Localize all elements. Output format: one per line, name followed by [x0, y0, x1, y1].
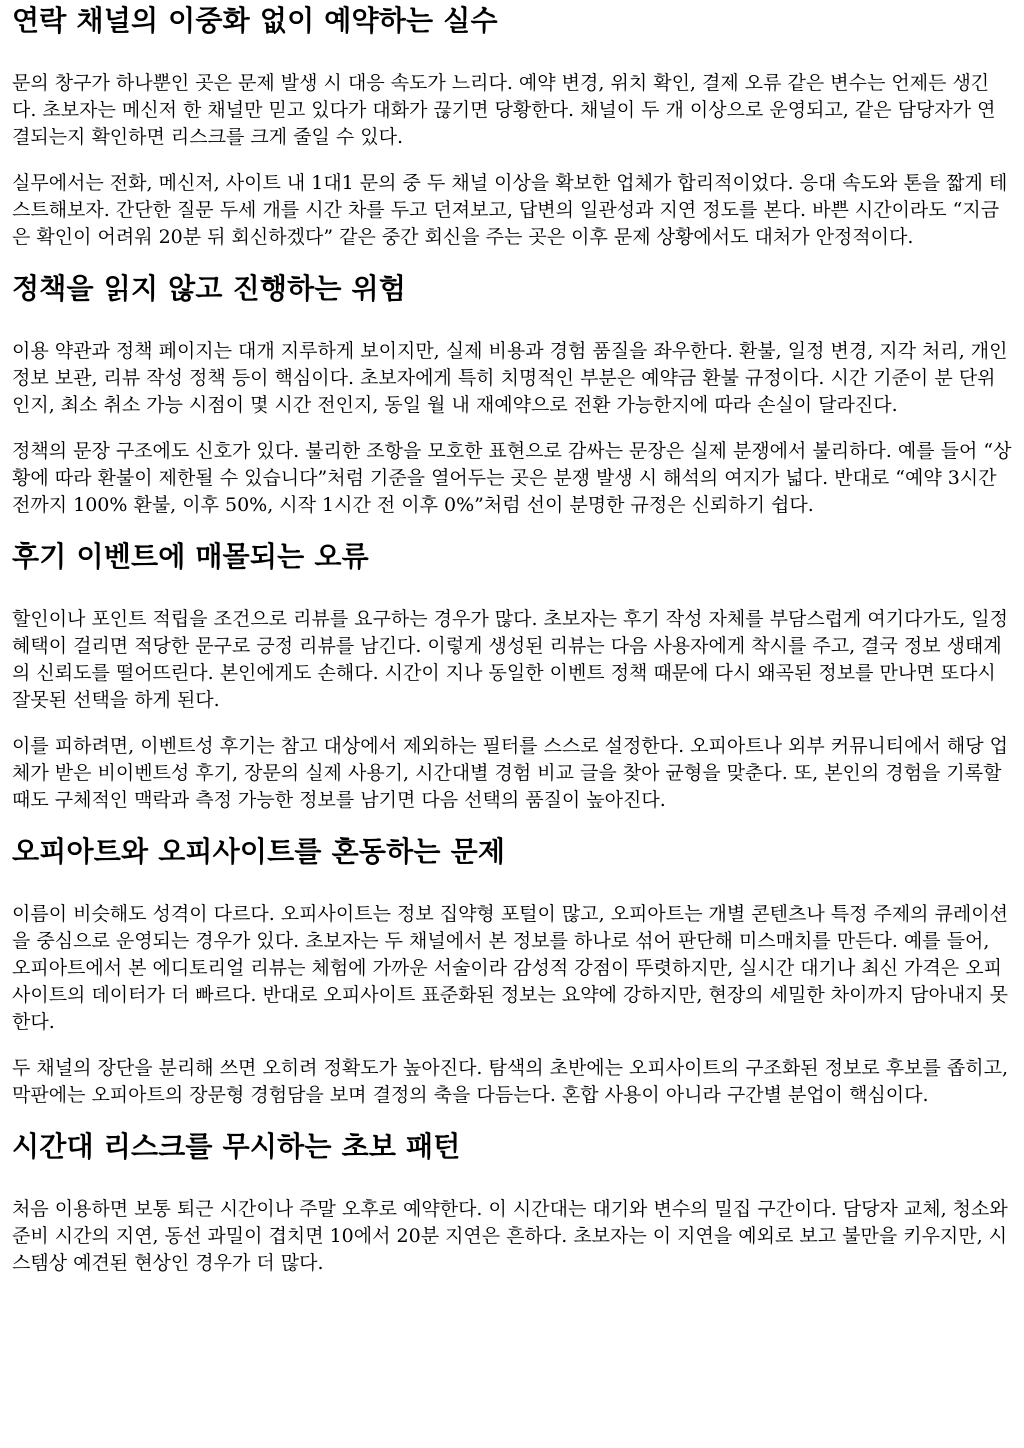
section-policy-risk: [12, 270, 1012, 519]
paragraph: 문의 창구가 하나뿐인 곳은 문제 발생 시 대응 속도가 느리다. 예약 변경, 위치 확인, 결제 오류 같은 변수는 언제든 생긴다. 초보자는 메신저 한 채널만 믿고 있다가 대화가 끊기면 당황한다. 채널이 두 개 이상으로 운영되고, 같은 담당자가 연결되는지 확인하면 리스크를 크게 줄일 수 있다.: [12, 72, 996, 148]
paragraph: 처음 이용하면 보통 퇴근 시간이나 주말 오후로 예약한다. 이 시간대는 대기와 변수의 밀집 구간이다. 담당자 교체, 청소와 준비 시간의 지연, 동선 과밀이 겹치면 10에서 20분 지연은 흔하다. 초보자는 이 지연을 예외로 보고 불만을 키우지만, 시스템상 예견된 현상인 경우가 더 많다.: [12, 1198, 1008, 1274]
paragraph: 이용 약관과 정책 페이지는 대개 지루하게 보이지만, 실제 비용과 경험 품질을 좌우한다. 환불, 일정 변경, 지각 처리, 개인 정보 보관, 리뷰 작성 정책 등이 핵심이다. 초보자에게 특히 치명적인 부분은 예약금 환불 규정이다. 시간 기준이 분 단위인지, 최소 취소 가능 시점이 몇 시간 전인지, 동일 월 내 재예약으로 전환 가능한지에 따라 손실이 달라진다.: [12, 340, 1008, 416]
section-heading: 정책을 읽지 않고 진행하는 위험: [12, 272, 407, 305]
section-heading: 시간대 리스크를 무시하는 초보 패턴: [12, 1130, 461, 1163]
section-contact-channels: [12, 2, 1012, 251]
paragraph: 정책의 문장 구조에도 신호가 있다. 불리한 조항을 모호한 표현으로 감싸는 문장은 실제 분쟁에서 불리하다. 예를 들어 “상황에 따라 환불이 제한될 수 있습니다”처럼 기준을 열어두는 곳은 분쟁 발생 시 해석의 여지가 넓다. 반대로 “예약 3시간 전까지 100% 환불, 이후 50%, 시작 1시간 전 이후 0%”처럼 선이 분명한 규정은 신뢰하기 쉽다.: [12, 440, 1012, 516]
paragraph: 이름이 비슷해도 성격이 다르다. 오피사이트는 정보 집약형 포털이 많고, 오피아트는 개별 콘텐츠나 특정 주제의 큐레이션을 중심으로 운영되는 경우가 있다. 초보자는 두 채널에서 본 정보를 하나로 섞어 판단해 미스매치를 만든다. 예를 들어, 오피아트에서 본 에디토리얼 리뷰는 체험에 가까운 서술이라 감성적 강점이 뚜렷하지만, 실시간 대기나 최신 가격은 오피사이트의 데이터가 더 빠르다. 반대로 오피사이트 표준화된 정보는 요약에 강하지만, 현장의 세밀한 차이까지 담아내지 못한다.: [12, 903, 1008, 1033]
section-heading: 연락 채널의 이중화 없이 예약하는 실수: [12, 4, 498, 37]
section-time-risk: [12, 1128, 1012, 1277]
paragraph: 할인이나 포인트 적립을 조건으로 리뷰를 요구하는 경우가 많다. 초보자는 후기 작성 자체를 부담스럽게 여기다가도, 일정 혜택이 걸리면 적당한 문구로 긍정 리뷰를 남긴다. 이렇게 생성된 리뷰는 다음 사용자에게 착시를 주고, 결국 정보 생태계의 신뢰도를 떨어뜨린다. 본인에게도 손해다. 시간이 지나 동일한 이벤트 정책 때문에 다시 왜곡된 정보를 만나면 또다시 잘못된 선택을 하게 된다.: [12, 608, 1008, 711]
paragraph: 두 채널의 장단을 분리해 쓰면 오히려 정확도가 높아진다. 탐색의 초반에는 오피사이트의 구조화된 정보로 후보를 좁히고, 막판에는 오피아트의 장문형 경험담을 보며 결정의 축을 다듬는다. 혼합 사용이 아니라 구간별 분업이 핵심이다.: [12, 1057, 1008, 1106]
paragraph: 이를 피하려면, 이벤트성 후기는 참고 대상에서 제외하는 필터를 스스로 설정한다. 오피아트나 외부 커뮤니티에서 해당 업체가 받은 비이벤트성 후기, 장문의 실제 사용기, 시간대별 경험 비교 글을 찾아 균형을 맞춘다. 또, 본인의 경험을 기록할 때도 구체적인 맥락과 측정 가능한 정보를 남기면 다음 선택의 품질이 높아진다.: [12, 735, 1008, 811]
section-channel-confusion: [12, 833, 1012, 1109]
section-review-events: [12, 538, 1012, 814]
paragraph: 실무에서는 전화, 메신저, 사이트 내 1대1 문의 중 두 채널 이상을 확보한 업체가 합리적이었다. 응대 속도와 톤을 짧게 테스트해보자. 간단한 질문 두세 개를 시간 차를 두고 던져보고, 답변의 일관성과 지연 정도를 본다. 바쁜 시간이라도 “지금은 확인이 어려워 20분 뒤 회신하겠다” 같은 중간 회신을 주는 곳은 이후 문제 상황에서도 대처가 안정적이다.: [12, 172, 1008, 248]
section-heading: 오피아트와 오피사이트를 혼동하는 문제: [12, 835, 506, 868]
section-heading: 후기 이벤트에 매몰되는 오류: [12, 540, 369, 573]
